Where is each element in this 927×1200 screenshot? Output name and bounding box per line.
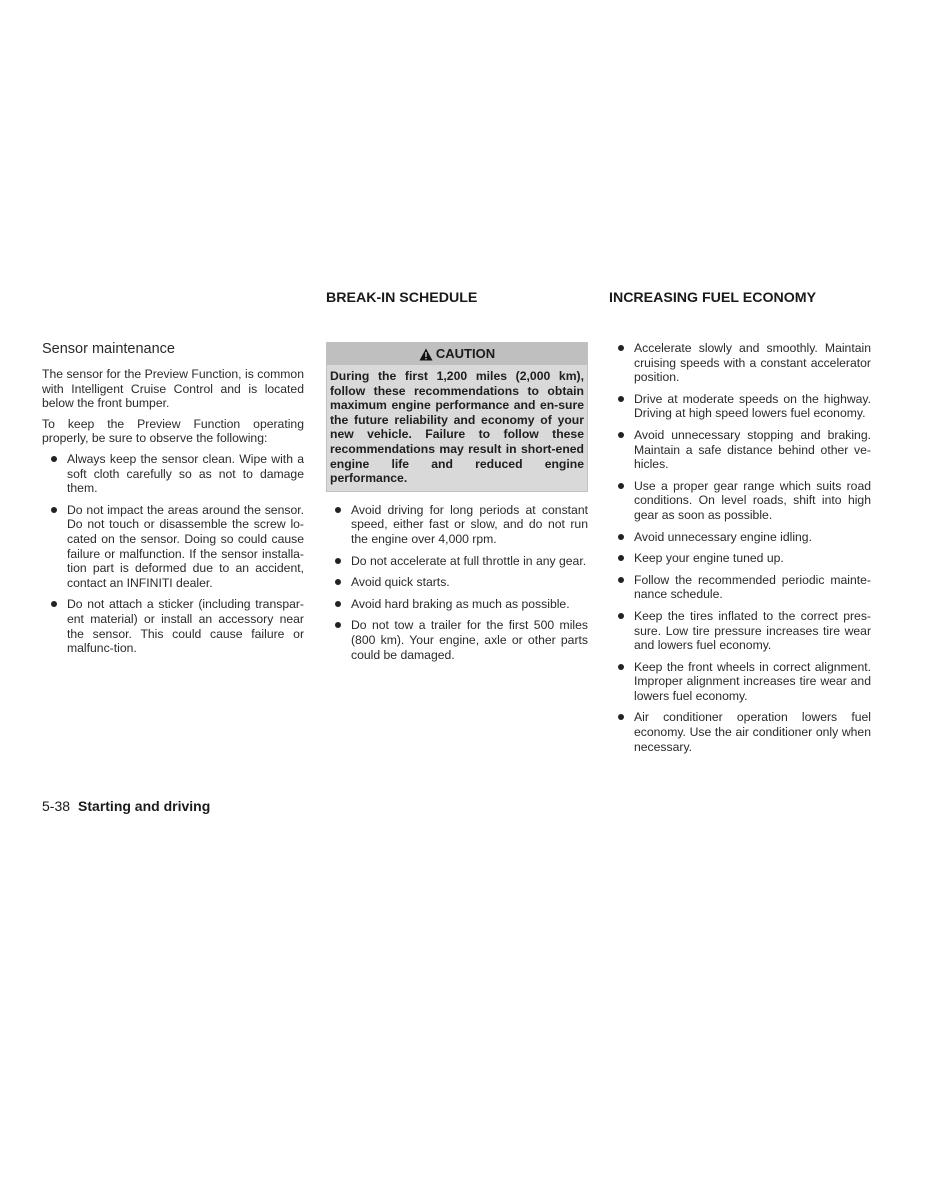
list-item-text: Accelerate slowly and smoothly. Maintain cruising speeds with a constant accelerator position.: [634, 341, 871, 385]
list-item-text: Do not accelerate at full throttle in any gear.: [351, 553, 587, 568]
list-item-text: Avoid unnecessary engine idling.: [634, 529, 812, 544]
list-item-text: Do not tow a trailer for the first 500 miles (800 km). Your engine, axle or other parts could be damaged.: [351, 618, 588, 662]
list-item: [609, 710, 871, 754]
list-item: [42, 597, 304, 655]
list-item-text: Do not attach a sticker (including transpar-ent material) or install an accessory near the sensor. This could cause failure or malfunc-tion.: [67, 597, 304, 656]
list-item-text: Drive at moderate speeds on the highway. Driving at high speed lowers fuel economy.: [634, 391, 871, 421]
list-item: [609, 609, 871, 653]
list-item-text: Use a proper gear range which suits road conditions. On level roads, shift into high gear as soon as possible.: [634, 478, 871, 522]
bullet-icon: [51, 456, 57, 462]
left-column: [42, 340, 304, 663]
list-item-text: Keep the tires inflated to the correct pres-sure. Low tire pressure increases tire wear and lowers fuel economy.: [634, 608, 871, 653]
list-item: [609, 428, 871, 472]
list-item-text: Follow the recommended periodic mainte-nance schedule.: [634, 572, 871, 602]
bullet-icon: [618, 483, 624, 489]
list-item-text: Air conditioner operation lowers fuel economy. Use the air conditioner only when necessary.: [634, 710, 871, 754]
list-item: [609, 392, 871, 421]
list-item: [326, 618, 588, 662]
right-column: [609, 289, 871, 761]
bullet-icon: [618, 714, 624, 720]
caution-text: During the first 1,200 miles (2,000 km), follow these recommendations to obtain maximum engine performance and en-sure the future reliability and economy of your new vehicle. Failure to follow these recommendations may result in short-ened engine life and reduced engine performance.: [330, 369, 584, 486]
list-item-text: Keep your engine tuned up.: [634, 551, 784, 566]
bullet-icon: [618, 613, 624, 619]
list-item-text: Avoid driving for long periods at constant speed, either fast or slow, and do not run the engine over 4,000 rpm.: [351, 502, 588, 546]
bullet-icon: [618, 664, 624, 670]
caution-header: [327, 343, 587, 365]
bullet-icon: [335, 558, 341, 564]
paragraph: The sensor for the Preview Function, is common with Intelligent Cruise Control and is located below the front bumper.: [42, 367, 304, 411]
bullet-icon: [618, 345, 624, 351]
chapter-title: Starting and driving: [78, 798, 211, 814]
list-item: [326, 554, 588, 569]
bullet-icon: [618, 534, 624, 540]
page-footer: [42, 797, 210, 815]
list-item: [609, 530, 871, 545]
list-item: [609, 660, 871, 704]
list-item-text: Do not impact the areas around the sensor. Do not touch or disassemble the screw lo-cated on the sensor. Doing so could cause failure or malfunction. If the sensor installa-tion part is deformed due to an accident, contact an INFINITI dealer.: [67, 502, 304, 590]
list-item: [609, 341, 871, 385]
bullet-icon: [51, 601, 57, 607]
bullet-icon: [618, 396, 624, 402]
list-item: [326, 575, 588, 590]
warning-triangle-icon: [419, 348, 433, 361]
paragraph: To keep the Preview Function operating properly, be sure to observe the following:: [42, 416, 304, 446]
increasing-fuel-economy-heading: INCREASING FUEL ECONOMY: [609, 290, 817, 306]
list-item: [42, 503, 304, 591]
sensor-maintenance-heading: Sensor maintenance: [42, 341, 175, 357]
caution-box: [326, 342, 588, 492]
list-item: [42, 452, 304, 496]
bullet-icon: [618, 555, 624, 561]
list-item: [609, 479, 871, 523]
bullet-icon: [618, 577, 624, 583]
list-item: [609, 573, 871, 602]
sensor-bullet-list: [42, 452, 304, 656]
list-item-text: Always keep the sensor clean. Wipe with a soft cloth carefully so as not to damage them.: [67, 451, 304, 496]
break-in-schedule-heading: BREAK-IN SCHEDULE: [326, 290, 478, 306]
middle-column: [326, 289, 588, 669]
bullet-icon: [335, 622, 341, 628]
list-item-text: Avoid hard braking as much as possible.: [351, 596, 570, 611]
list-item-text: Avoid unnecessary stopping and braking. Maintain a safe distance behind other ve-hicles.: [634, 427, 871, 472]
list-item: [326, 503, 588, 547]
bullet-icon: [618, 432, 624, 438]
list-item-text: Keep the front wheels in correct alignment. Improper alignment increases tire wear and lowers fuel economy.: [634, 659, 871, 703]
fuel-economy-bullet-list: [609, 341, 871, 754]
bullet-icon: [51, 507, 57, 513]
break-in-bullet-list: [326, 503, 588, 662]
bullet-icon: [335, 601, 341, 607]
bullet-icon: [335, 507, 341, 513]
caution-label: CAUTION: [435, 345, 496, 361]
list-item: [609, 551, 871, 566]
bullet-icon: [335, 579, 341, 585]
list-item-text: Avoid quick starts.: [351, 575, 450, 590]
page-number: 5-38: [42, 798, 71, 814]
list-item: [326, 597, 588, 612]
